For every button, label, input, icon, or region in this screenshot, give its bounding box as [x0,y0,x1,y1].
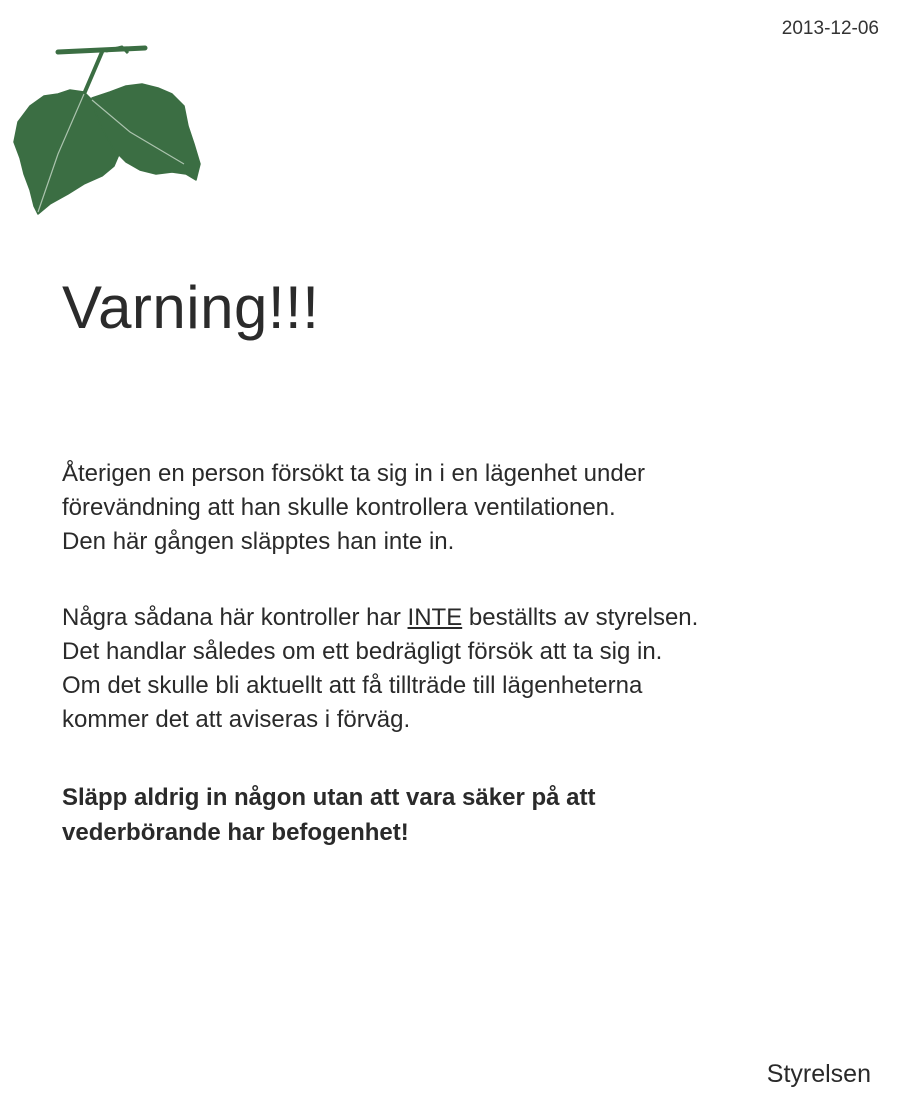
text-segment: Några sådana här kontroller har [62,604,408,631]
text-line: Det handlar således om ett bedrägligt försök att ta sig in. [62,638,663,665]
birch-leaf-icon [10,44,205,219]
paragraph-incident [62,457,645,559]
document-date: 2013-12-06 [781,18,879,39]
text-segment: beställts av styrelsen. [462,604,699,631]
text-line: förevändning att han skulle kontrollera ventilationen. [62,494,616,521]
text-line: Om det skulle bli aktuellt att få tillträde till lägenheterna [62,672,643,699]
text-line: kommer det att aviseras i förväg. [62,706,411,733]
text-line: Släpp aldrig in någon utan att vara säker på att [62,784,596,811]
emphasis-inte: INTE [407,604,463,631]
paragraph-advice [62,780,595,850]
text-line [62,601,698,635]
paragraph-clarification [62,601,698,737]
text-line: vederbörande har befogenhet! [62,819,409,846]
text-line: Den här gången släpptes han inte in. [62,528,455,555]
warning-heading: Varning!!! [62,274,320,341]
text-line: Återigen en person försökt ta sig in i en lägenhet under [62,460,646,487]
signature: Styrelsen [766,1060,871,1088]
